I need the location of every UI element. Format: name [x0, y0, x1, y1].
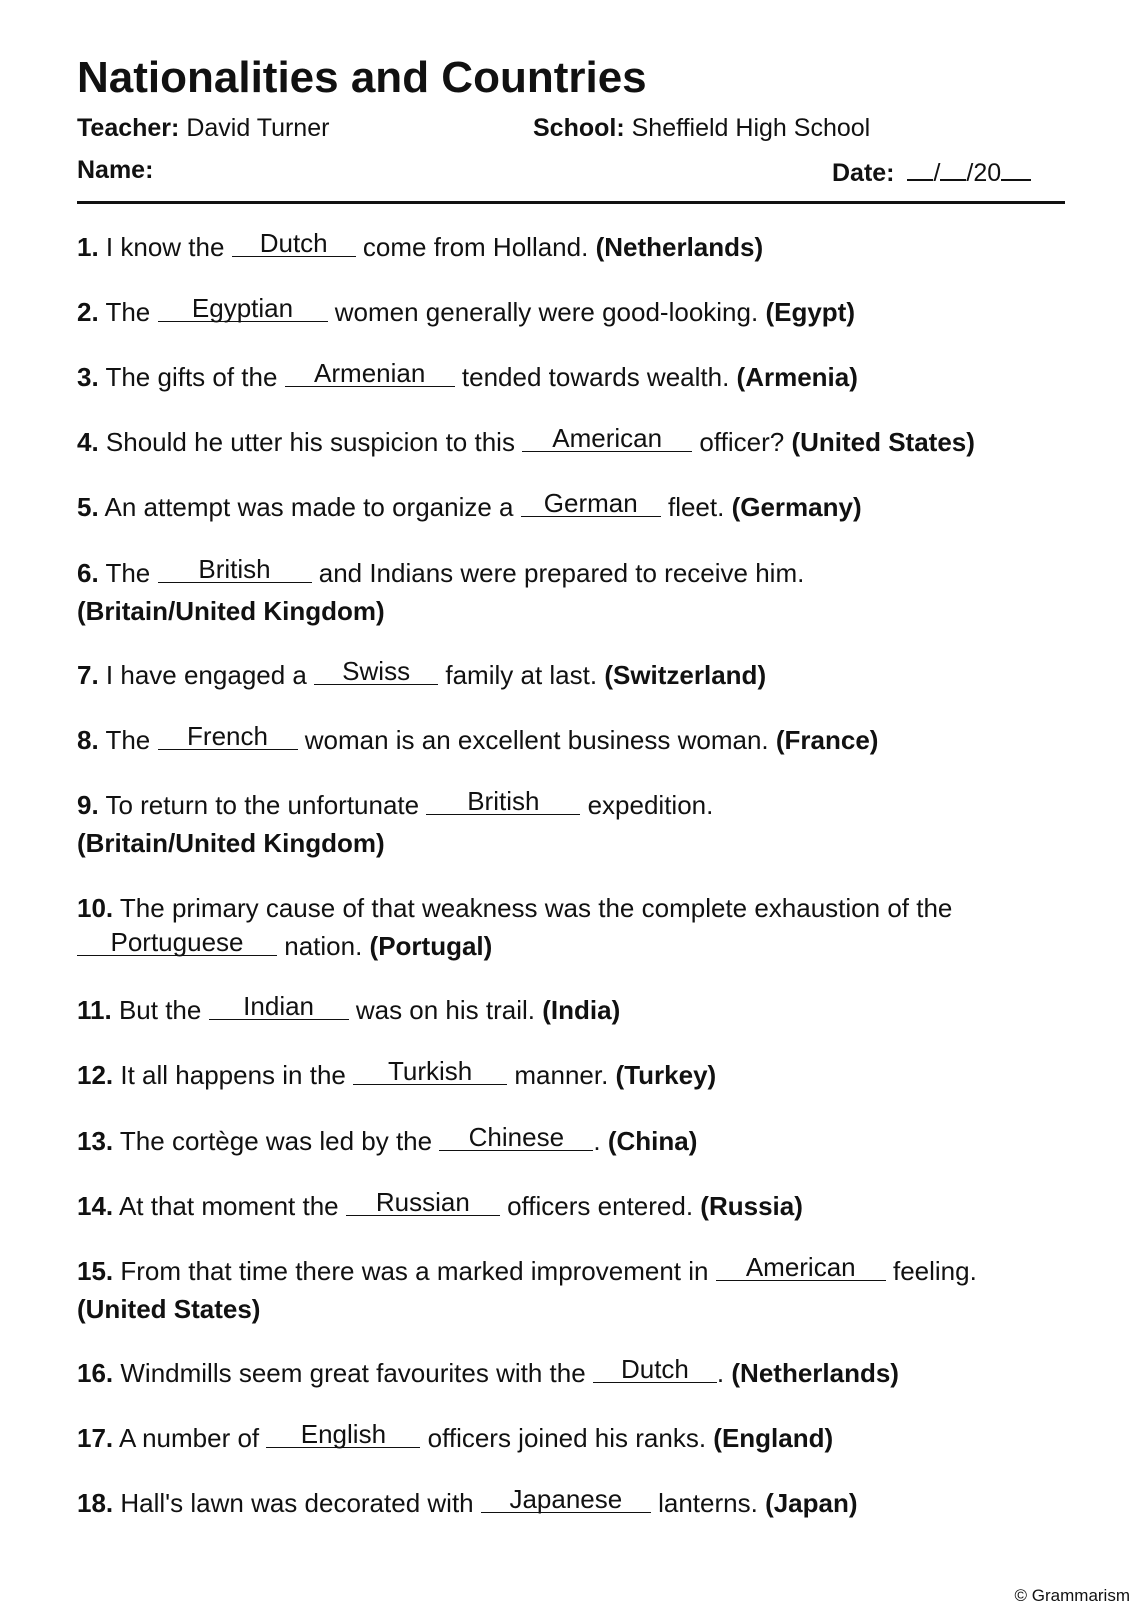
question-16 [77, 1354, 1067, 1392]
name-label: Name: [77, 156, 154, 184]
country-hint: (Turkey) [615, 1060, 717, 1090]
answer-blank: Turkish [353, 1058, 507, 1085]
country-hint: (Russia) [700, 1191, 803, 1221]
question-8 [77, 721, 1067, 759]
question-18 [77, 1484, 1067, 1522]
question-15 [77, 1252, 1067, 1328]
name-line [77, 155, 153, 185]
answer-blank: British [426, 788, 580, 815]
question-13 [77, 1122, 1067, 1160]
question-text: The [105, 297, 151, 327]
question-text: But the [118, 995, 202, 1025]
answer-blank: Dutch [232, 230, 356, 257]
question-text: To return to the unfortunate [105, 790, 420, 820]
answer-blank: Japanese [481, 1486, 651, 1513]
country-hint: (United States) [77, 1294, 261, 1324]
country-hint: (United States) [791, 427, 975, 457]
answer-blank: American [522, 425, 692, 452]
date-slash: / [933, 159, 941, 187]
worksheet-title: Nationalities and Countries [77, 53, 647, 102]
question-12 [77, 1056, 1067, 1094]
country-hint: (Japan) [765, 1488, 858, 1518]
country-hint: (Netherlands) [595, 232, 764, 262]
question-number: 5. [77, 492, 99, 522]
date-year-blank [1001, 155, 1031, 181]
question-text: feeling. [892, 1256, 977, 1286]
question-10 [77, 889, 1067, 965]
country-hint: (China) [607, 1126, 698, 1156]
question-text: come from Holland. [362, 232, 589, 262]
question-5 [77, 488, 1067, 526]
answer-blank: Swiss [314, 658, 438, 685]
answer-blank: Portuguese [77, 929, 277, 956]
answer-blank: Armenian [285, 360, 455, 387]
question-text: officers entered. [507, 1191, 694, 1221]
date-label: Date: [832, 159, 895, 187]
question-number: 13. [77, 1126, 114, 1156]
question-text: was on his trail. [355, 995, 536, 1025]
answer-blank: Dutch [593, 1356, 717, 1383]
question-text: . [716, 1358, 725, 1388]
answer-blank: Indian [209, 993, 349, 1020]
school-label: School: [533, 114, 625, 142]
question-text: The [105, 725, 151, 755]
question-7 [77, 656, 1067, 694]
question-number: 16. [77, 1358, 114, 1388]
question-1 [77, 228, 1067, 266]
question-text: family at last. [445, 660, 598, 690]
date-year-prefix: /20 [966, 159, 1002, 187]
question-text: women generally were good-looking. [334, 297, 759, 327]
question-text: A number of [118, 1423, 260, 1453]
question-3 [77, 358, 1067, 396]
question-number: 7. [77, 660, 99, 690]
school-name: Sheffield High School [631, 114, 871, 142]
question-number: 6. [77, 558, 99, 588]
country-hint: (India) [542, 995, 621, 1025]
header-divider [77, 201, 1065, 204]
question-17 [77, 1419, 1067, 1457]
question-text: . [593, 1126, 601, 1156]
country-hint: (Netherlands) [731, 1358, 899, 1388]
question-text: The [105, 558, 151, 588]
question-9 [77, 786, 1067, 862]
teacher-line [77, 113, 329, 143]
country-hint: (France) [775, 725, 879, 755]
answer-blank: Egyptian [158, 295, 328, 322]
question-number: 8. [77, 725, 99, 755]
country-hint: (Britain/United Kingdom) [77, 828, 385, 858]
country-hint: (Britain/United Kingdom) [77, 596, 385, 626]
question-number: 18. [77, 1488, 114, 1518]
answer-blank: English [266, 1421, 420, 1448]
question-text: tended towards wealth. [461, 362, 730, 392]
copyright-footer: © Grammarism [1014, 1586, 1130, 1605]
question-text: At that moment the [118, 1191, 339, 1221]
question-number: 9. [77, 790, 99, 820]
country-hint: (Egypt) [765, 297, 855, 327]
question-number: 12. [77, 1060, 114, 1090]
question-number: 15. [77, 1256, 114, 1286]
question-text: The gifts of the [105, 362, 278, 392]
country-hint: (England) [713, 1423, 834, 1453]
answer-blank: German [521, 490, 661, 517]
answer-blank: Chinese [439, 1124, 593, 1151]
question-number: 14. [77, 1191, 114, 1221]
question-text: It all happens in the [120, 1060, 346, 1090]
question-number: 4. [77, 427, 99, 457]
country-hint: (Portugal) [369, 931, 493, 961]
answer-blank: Russian [346, 1189, 500, 1216]
answer-blank: American [716, 1254, 886, 1281]
school-line [533, 113, 870, 143]
country-hint: (Armenia) [736, 362, 858, 392]
date-month-blank [940, 155, 966, 181]
teacher-label: Teacher: [77, 114, 180, 142]
question-6 [77, 554, 1067, 630]
question-number: 1. [77, 232, 99, 262]
country-hint: (Switzerland) [604, 660, 767, 690]
question-number: 11. [77, 995, 112, 1025]
question-text: officer? [699, 427, 785, 457]
question-text: woman is an excellent business woman. [304, 725, 769, 755]
question-text: I know the [105, 232, 225, 262]
question-text: expedition. [587, 790, 714, 820]
question-text: Hall's lawn was decorated with [120, 1488, 474, 1518]
answer-blank: British [158, 556, 312, 583]
question-text: lanterns. [658, 1488, 758, 1518]
answer-blank: French [158, 723, 298, 750]
question-text: fleet. [667, 492, 725, 522]
question-11 [77, 991, 1067, 1029]
question-text: Should he utter his suspicion to this [105, 427, 515, 457]
question-text: officers joined his ranks. [427, 1423, 707, 1453]
question-number: 3. [77, 362, 99, 392]
question-text: nation. [284, 931, 363, 961]
question-text: manner. [514, 1060, 609, 1090]
date-line [832, 155, 1031, 188]
question-4 [77, 423, 1067, 461]
question-number: 2. [77, 297, 99, 327]
question-text: The primary cause of that weakness was the complete exhaustion of the [119, 893, 953, 923]
question-text: From that time there was a marked improvement in [120, 1256, 709, 1286]
teacher-name: David Turner [186, 114, 330, 142]
question-text: The cortège was led by the [119, 1126, 433, 1156]
question-text: An attempt was made to organize a [104, 492, 514, 522]
question-number: 17. [77, 1423, 114, 1453]
question-text: and Indians were prepared to receive him. [318, 558, 805, 588]
country-hint: (Germany) [731, 492, 862, 522]
question-2 [77, 293, 1067, 331]
question-number: 10. [77, 893, 114, 923]
date-day-blank [907, 155, 933, 181]
question-text: Windmills seem great favourites with the [120, 1358, 586, 1388]
question-text: I have engaged a [105, 660, 307, 690]
question-14 [77, 1187, 1067, 1225]
